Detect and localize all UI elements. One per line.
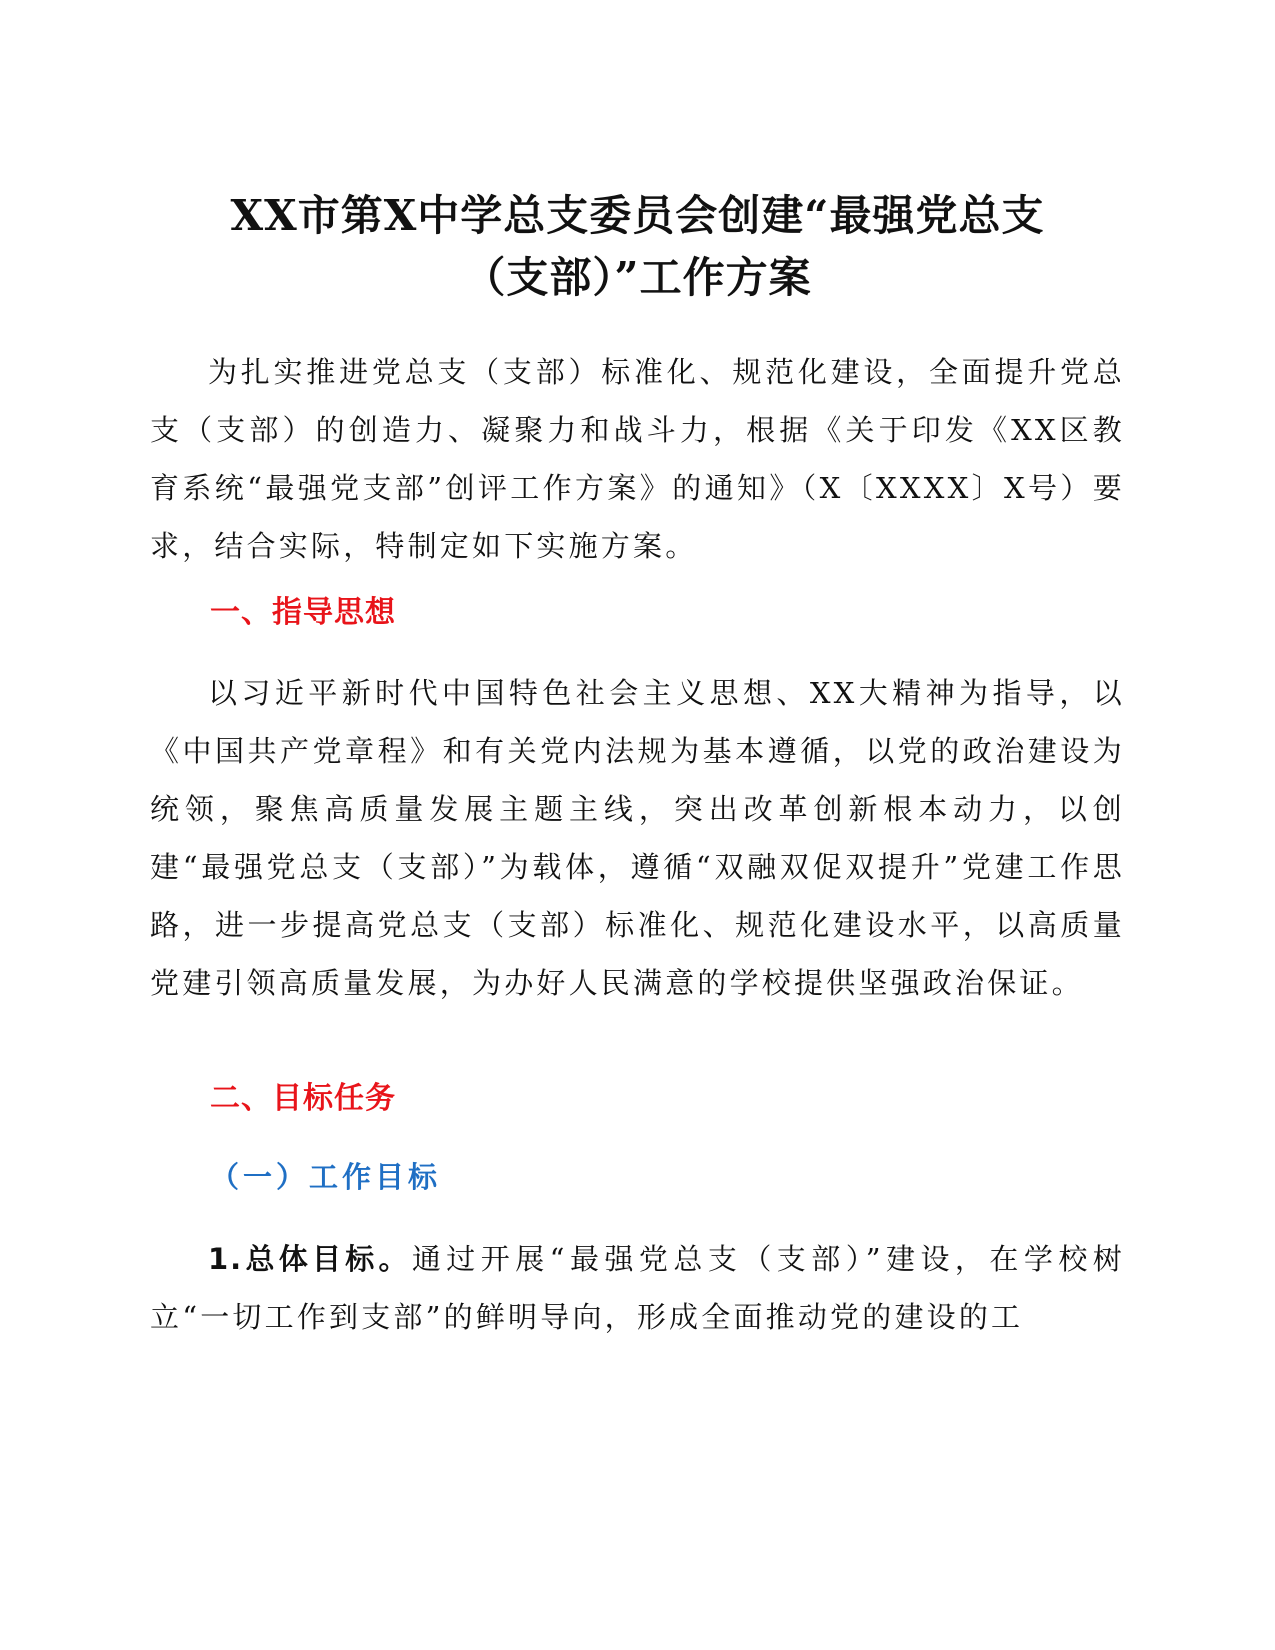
guiding-ideology-paragraph: 以习近平新时代中国特色社会主义思想、XX大精神为指导，以《中国共产党章程》和有关党内法规为基本遵循，以党的政治建设为统领，聚焦高质量发展主题主线，突出改革创新根本动力，以创建“最强党总支（支部）”为载体，遵循“双融双促双提升”党建工作思路，进一步提高党总支（支部）标准化、规范化建设水平，以高质量党建引领高质量发展，为办好人民满意的学校提供坚强政治保证。 bbox=[150, 676, 1125, 1000]
subheading-work-goals: （一）工作目标 bbox=[210, 1160, 442, 1194]
overall-goal-lead: 1.总体目标。 bbox=[208, 1242, 412, 1276]
intro-paragraph: 为扎实推进党总支（支部）标准化、规范化建设，全面提升党总支（支部）的创造力、凝聚力和战斗力，根据《关于印发《XX区教育系统“最强党支部”创评工作方案》的通知》（X〔XXXX〕X号）要求，结合实际，特制定如下实施方案。 bbox=[150, 355, 1125, 563]
document-title-line1: XX市第X中学总支委员会创建“最强党总支 bbox=[230, 191, 1045, 240]
overall-goal-paragraph bbox=[150, 1230, 1125, 1346]
section-heading-guiding-ideology: 一、指导思想 bbox=[210, 595, 396, 630]
document-title-line2: （支部）”工作方案 bbox=[463, 253, 812, 302]
overall-goal-body: 通过开展“最强党总支（支部）”建设，在学校树立“一切工作到支部”的鲜明导向，形成全面推动党的建设的工 bbox=[150, 1242, 1125, 1334]
section-heading-goals-tasks: 二、目标任务 bbox=[210, 1081, 396, 1116]
